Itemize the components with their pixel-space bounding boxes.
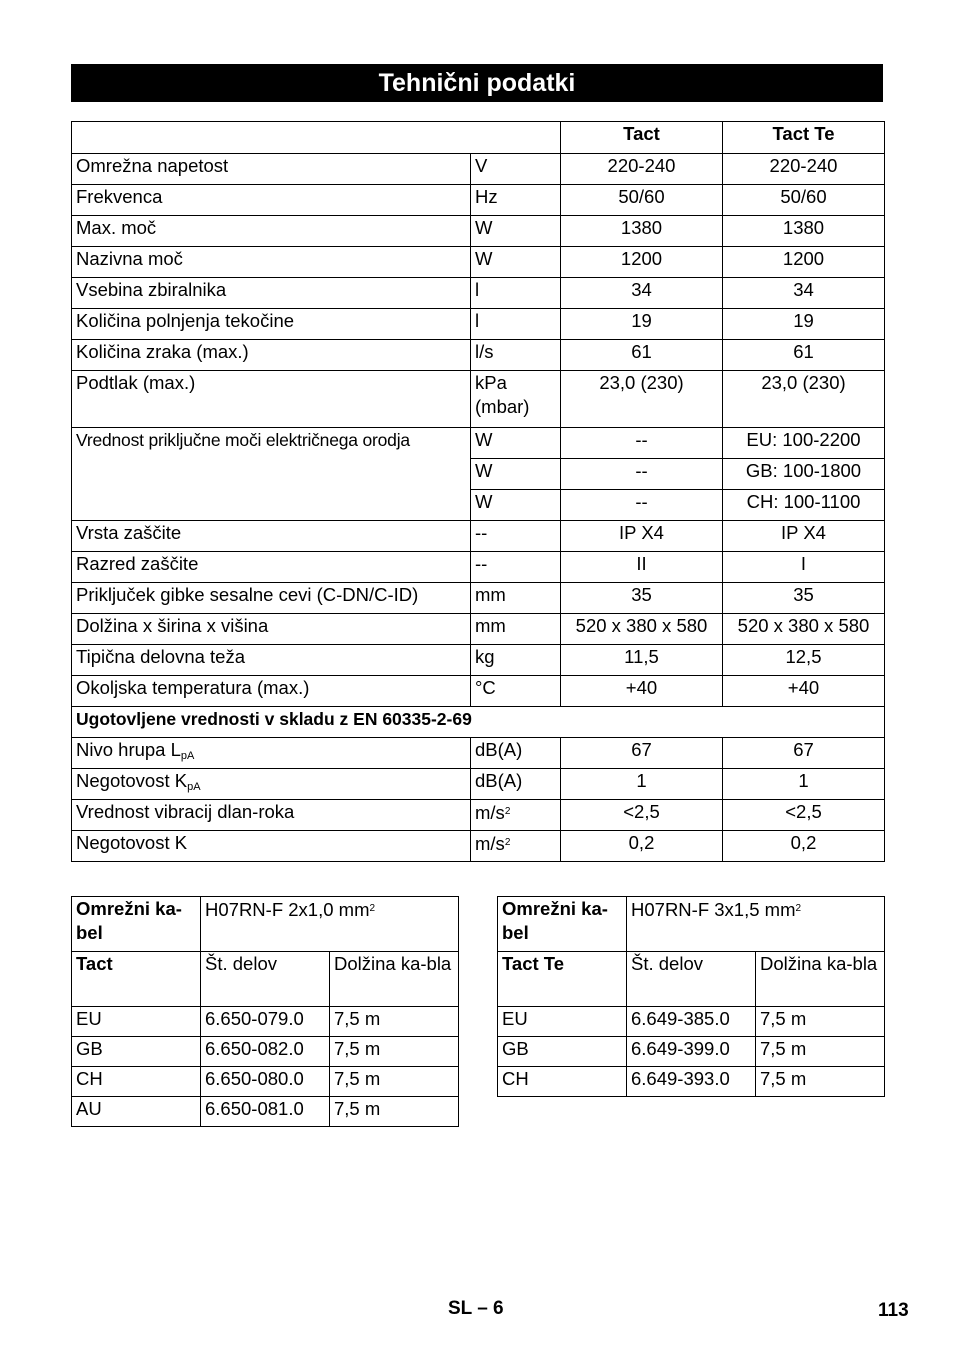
spec-unit: l/s xyxy=(471,340,561,371)
spec-value-tact-te: EU: 100-2200 xyxy=(723,428,885,459)
spec-unit: mm xyxy=(471,583,561,614)
cable-length: 7,5 m xyxy=(330,1097,459,1127)
cable-model: Tact xyxy=(72,952,201,1007)
cable-region: GB xyxy=(498,1037,627,1067)
spec-unit: l xyxy=(471,309,561,340)
cable-part-number: 6.649-393.0 xyxy=(627,1067,756,1097)
spec-value-tact: 50/60 xyxy=(561,185,723,216)
spec-section-heading: Ugotovljene vrednosti v skladu z EN 60335-2-69 xyxy=(72,707,885,738)
spec-unit: V xyxy=(471,154,561,185)
spec-unit: W xyxy=(471,490,561,521)
footer-language-code: SL – 6 xyxy=(448,1298,504,1319)
spec-row xyxy=(72,309,885,340)
spec-unit xyxy=(471,831,561,862)
spec-label: Frekvenca xyxy=(72,185,471,216)
spec-unit: kPa (mbar) xyxy=(471,371,561,428)
spec-row xyxy=(72,216,885,247)
noise-unc-subscript: pA xyxy=(187,781,201,793)
spec-row xyxy=(72,583,885,614)
vib-unc-unit-sup: 2 xyxy=(504,837,511,848)
spec-value-tact: -- xyxy=(561,490,723,521)
spec-value-tact: 11,5 xyxy=(561,645,723,676)
spec-label-tool-power: Vrednost priključne moči električnega orodja xyxy=(72,428,471,521)
cable-col-length: Dolžina ka-bla xyxy=(330,952,459,1007)
spec-label: Vsebina zbiralnika xyxy=(72,278,471,309)
spec-unit: -- xyxy=(471,552,561,583)
spec-value-tact-te: 50/60 xyxy=(723,185,885,216)
cable-head-value xyxy=(201,897,459,952)
spec-row-vacuum xyxy=(72,371,885,428)
spec-value-tact-te: 1 xyxy=(723,769,885,800)
spec-row xyxy=(72,340,885,371)
spec-header-row xyxy=(72,122,885,154)
spec-unit: °C xyxy=(471,676,561,707)
spec-value-tact: 61 xyxy=(561,340,723,371)
spec-row xyxy=(72,645,885,676)
spec-value-tact-te: 0,2 xyxy=(723,831,885,862)
cable-type-sup: 2 xyxy=(369,903,376,914)
spec-label: Negotovost K xyxy=(72,831,471,862)
table-row xyxy=(72,1037,459,1067)
spec-label: Max. moč xyxy=(72,216,471,247)
spec-label: Podtlak (max.) xyxy=(72,371,471,428)
spec-value-tact-te: +40 xyxy=(723,676,885,707)
cable-length: 7,5 m xyxy=(330,1007,459,1037)
spec-row-vibration-uncertainty xyxy=(72,831,885,862)
spec-row-noise xyxy=(72,738,885,769)
spec-label: Vrednost vibracij dlan-roka xyxy=(72,800,471,831)
spec-label: Tipična delovna teža xyxy=(72,645,471,676)
page-number: 113 xyxy=(878,1300,909,1321)
cable-region: GB xyxy=(72,1037,201,1067)
spec-table xyxy=(71,121,885,862)
page-title: Tehnični podatki xyxy=(71,64,883,102)
spec-label xyxy=(72,738,471,769)
cable-region: EU xyxy=(498,1007,627,1037)
cable-type: H07RN-F 3x1,5 mm xyxy=(631,899,796,920)
cable-length: 7,5 m xyxy=(756,1037,885,1067)
spec-label xyxy=(72,769,471,800)
cable-length: 7,5 m xyxy=(330,1037,459,1067)
cable-length: 7,5 m xyxy=(756,1007,885,1037)
spec-value-tact: 1200 xyxy=(561,247,723,278)
spec-value-tact: +40 xyxy=(561,676,723,707)
spec-label: Omrežna napetost xyxy=(72,154,471,185)
spec-value-tact-te: 34 xyxy=(723,278,885,309)
spec-label: Dolžina x širina x višina xyxy=(72,614,471,645)
spec-header-empty xyxy=(72,122,561,154)
spec-value-tact: 0,2 xyxy=(561,831,723,862)
cable-part-number: 6.650-080.0 xyxy=(201,1067,330,1097)
table-row xyxy=(498,1037,885,1067)
spec-label: Količina zraka (max.) xyxy=(72,340,471,371)
cable-head-label: Omrežni ka-bel xyxy=(498,897,627,952)
cable-table-tact-te xyxy=(497,896,885,1097)
spec-row xyxy=(72,278,885,309)
spec-unit: W xyxy=(471,216,561,247)
spec-value-tact: 23,0 (230) xyxy=(561,371,723,428)
cable-head-row xyxy=(72,897,459,952)
spec-value-tact-te: 61 xyxy=(723,340,885,371)
spec-row xyxy=(72,552,885,583)
cable-type: H07RN-F 2x1,0 mm xyxy=(205,899,370,920)
table-row xyxy=(498,1067,885,1097)
cable-head-row xyxy=(498,897,885,952)
cable-region: EU xyxy=(72,1007,201,1037)
cable-length: 7,5 m xyxy=(330,1067,459,1097)
cable-col-length: Dolžina ka-bla xyxy=(756,952,885,1007)
cable-table-tact xyxy=(71,896,459,1127)
vibration-unit: m/s xyxy=(475,802,505,823)
spec-value-tact-te: IP X4 xyxy=(723,521,885,552)
spec-value-tact: 1 xyxy=(561,769,723,800)
noise-label-subscript: pA xyxy=(180,750,195,762)
spec-value-tact-te: 23,0 (230) xyxy=(723,371,885,428)
table-row xyxy=(498,1007,885,1037)
spec-value-tact-te: 1380 xyxy=(723,216,885,247)
cable-part-number: 6.649-385.0 xyxy=(627,1007,756,1037)
spec-label: Okoljska temperatura (max.) xyxy=(72,676,471,707)
spec-unit: Hz xyxy=(471,185,561,216)
spec-value-tact-te: 12,5 xyxy=(723,645,885,676)
spec-value-tact: 67 xyxy=(561,738,723,769)
cable-col-part: Št. delov xyxy=(201,952,330,1007)
spec-label: Priključek gibke sesalne cevi (C-DN/C-ID) xyxy=(72,583,471,614)
cable-column-header-row xyxy=(498,952,885,1007)
spec-value-tact: 19 xyxy=(561,309,723,340)
cable-length: 7,5 m xyxy=(756,1067,885,1097)
table-row xyxy=(72,1097,459,1127)
spec-value-tact: <2,5 xyxy=(561,800,723,831)
spec-unit: W xyxy=(471,459,561,490)
spec-value-tact-te: 19 xyxy=(723,309,885,340)
spec-row-noise-uncertainty xyxy=(72,769,885,800)
spec-value-tact-te: GB: 100-1800 xyxy=(723,459,885,490)
spec-row xyxy=(72,676,885,707)
spec-header-tact: Tact xyxy=(561,122,723,154)
spec-value-tact: 220-240 xyxy=(561,154,723,185)
cable-model: Tact Te xyxy=(498,952,627,1007)
spec-header-tact-te: Tact Te xyxy=(723,122,885,154)
spec-unit: mm xyxy=(471,614,561,645)
spec-unit: dB(A) xyxy=(471,769,561,800)
noise-label: Nivo hrupa L xyxy=(76,739,181,760)
spec-row xyxy=(72,185,885,216)
cable-part-number: 6.649-399.0 xyxy=(627,1037,756,1067)
cable-region: CH xyxy=(498,1067,627,1097)
spec-value-tact: 34 xyxy=(561,278,723,309)
spec-value-tact: 1380 xyxy=(561,216,723,247)
spec-row-tool-power xyxy=(72,428,885,459)
spec-value-tact-te: 520 x 380 x 580 xyxy=(723,614,885,645)
spec-value-tact: II xyxy=(561,552,723,583)
cable-col-part: Št. delov xyxy=(627,952,756,1007)
spec-row xyxy=(72,521,885,552)
spec-value-tact: -- xyxy=(561,428,723,459)
spec-unit: l xyxy=(471,278,561,309)
vib-unc-unit: m/s xyxy=(475,833,505,854)
spec-value-tact: 520 x 380 x 580 xyxy=(561,614,723,645)
spec-value-tact-te: CH: 100-1100 xyxy=(723,490,885,521)
spec-label: Razred zaščite xyxy=(72,552,471,583)
spec-value-tact-te: 67 xyxy=(723,738,885,769)
spec-unit: dB(A) xyxy=(471,738,561,769)
spec-value-tact: 35 xyxy=(561,583,723,614)
spec-unit: -- xyxy=(471,521,561,552)
spec-row-vibration xyxy=(72,800,885,831)
spec-label: Nazivna moč xyxy=(72,247,471,278)
spec-value-tact-te: 35 xyxy=(723,583,885,614)
noise-unc-label: Negotovost K xyxy=(76,770,188,791)
spec-row xyxy=(72,154,885,185)
spec-row xyxy=(72,614,885,645)
cable-head-label: Omrežni ka-bel xyxy=(72,897,201,952)
table-row xyxy=(72,1067,459,1097)
spec-value-tact-te: 220-240 xyxy=(723,154,885,185)
spec-value-tact-te: <2,5 xyxy=(723,800,885,831)
spec-unit: W xyxy=(471,428,561,459)
spec-unit xyxy=(471,800,561,831)
cable-region: AU xyxy=(72,1097,201,1127)
cable-part-number: 6.650-079.0 xyxy=(201,1007,330,1037)
spec-label: Količina polnjenja tekočine xyxy=(72,309,471,340)
spec-row xyxy=(72,247,885,278)
cable-head-value xyxy=(627,897,885,952)
spec-value-tact-te: I xyxy=(723,552,885,583)
spec-unit: W xyxy=(471,247,561,278)
spec-value-tact-te: 1200 xyxy=(723,247,885,278)
spec-unit: kg xyxy=(471,645,561,676)
cable-part-number: 6.650-081.0 xyxy=(201,1097,330,1127)
cable-column-header-row xyxy=(72,952,459,1007)
table-row xyxy=(72,1007,459,1037)
spec-label: Vrsta zaščite xyxy=(72,521,471,552)
spec-value-tact: -- xyxy=(561,459,723,490)
cable-region: CH xyxy=(72,1067,201,1097)
cable-type-sup: 2 xyxy=(795,903,802,914)
vibration-unit-sup: 2 xyxy=(504,806,511,817)
cable-part-number: 6.650-082.0 xyxy=(201,1037,330,1067)
spec-section-row xyxy=(72,707,885,738)
spec-value-tact: IP X4 xyxy=(561,521,723,552)
